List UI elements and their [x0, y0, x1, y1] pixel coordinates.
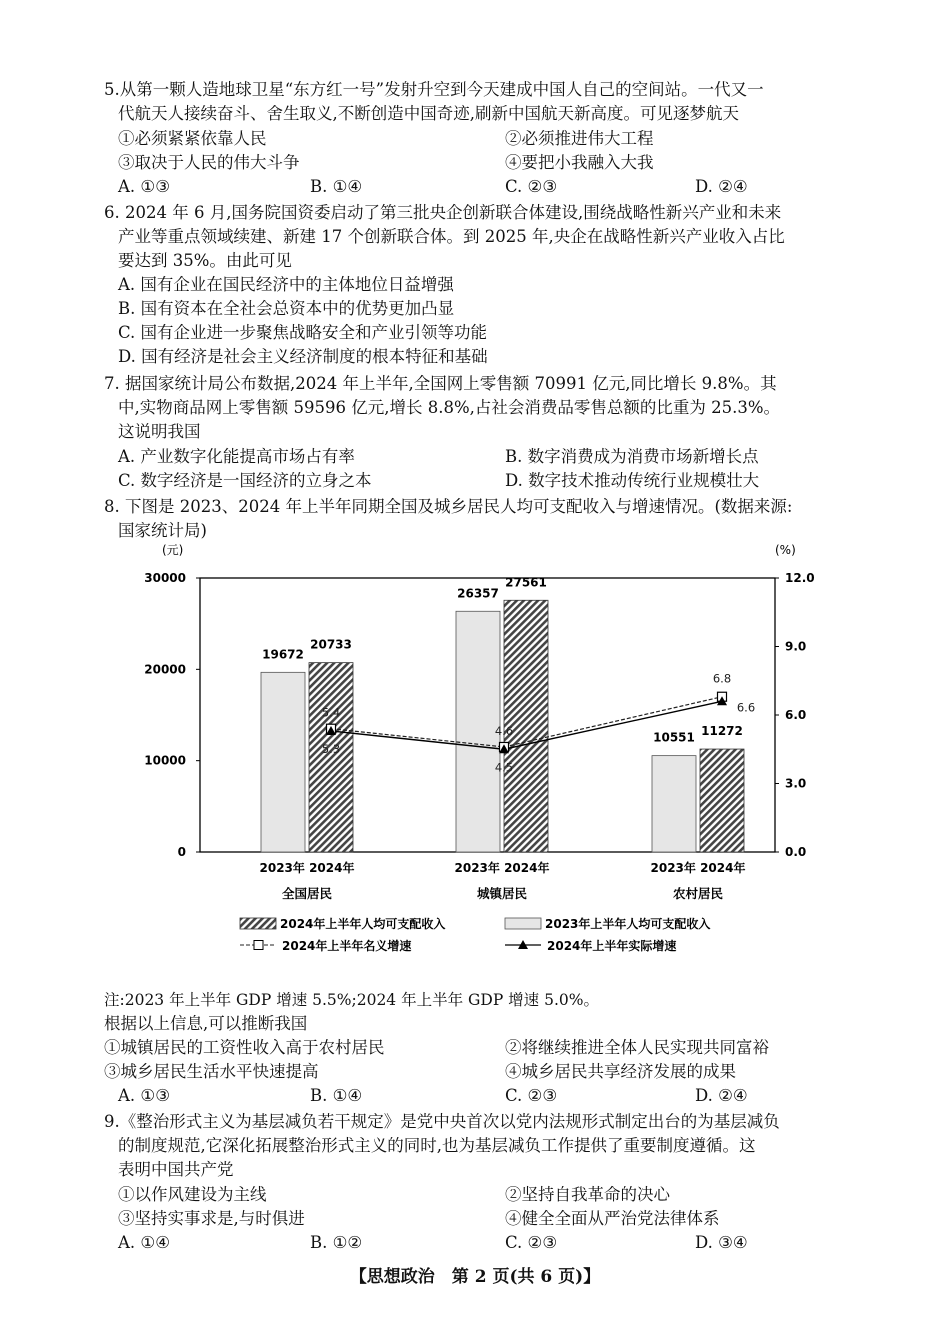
q5-choice-b[interactable]: B. ①④	[310, 177, 363, 196]
group-label: 全国居民	[281, 886, 333, 901]
q6-line1: 6. 2024 年 6 月,国务院国资委启动了第三批央企创新联合体建设,围绕战略性新兴产业和未来	[104, 203, 782, 222]
q5-item-3: ③取决于人民的伟大斗争	[118, 153, 300, 172]
nominal-growth-label: 4.6	[494, 723, 514, 738]
y2-tick-label: 9.0	[785, 639, 807, 654]
q8-line1: 8. 下图是 2023、2024 年上半年同期全国及城乡居民人均可支配收入与增速情况。(数据来源:	[104, 497, 793, 516]
q9-line2: 的制度规范,它深化拓展整治形式主义的同时,也为基层减负工作提供了重要制度遵循。这	[118, 1136, 756, 1155]
q8-choice-a[interactable]: A. ①③	[118, 1086, 170, 1105]
legend-marker-nominal	[254, 941, 263, 950]
y2-tick-label: 3.0	[785, 776, 807, 791]
year-labels: 2023年 2024年	[454, 861, 550, 875]
group-label: 城镇居民	[476, 886, 528, 901]
q6-choice-c[interactable]: C. 国有企业进一步聚焦战略安全和产业引领等功能	[118, 323, 488, 342]
q7-choice-a[interactable]: A. 产业数字化能提高市场占有率	[118, 447, 355, 466]
q9-item-2: ②坚持自我革命的决心	[505, 1185, 670, 1204]
q9-choice-a[interactable]: A. ①④	[118, 1233, 170, 1252]
q9-line3: 表明中国共产党	[118, 1160, 234, 1179]
legend-label-real: 2024年上半年实际增速	[547, 939, 677, 953]
q5-item-1: ①必须紧紧依靠人民	[118, 129, 267, 148]
bar-2024-value: 11272	[701, 724, 743, 739]
bar-2023	[261, 672, 305, 852]
bar-2024	[700, 749, 744, 852]
q8-item-1: ①城镇居民的工资性收入高于农村居民	[104, 1038, 385, 1057]
q5-line1: 5.从第一颗人造地球卫星“东方红一号”发射升空到今天建成中国人自己的空间站。一代又一	[104, 80, 764, 99]
q9-line1: 9.《整治形式主义为基层减负若干规定》是党中央首次以党内法规形式制定出台的为基层减负	[104, 1112, 780, 1131]
income-growth-chart	[130, 540, 830, 980]
legend-swatch-2023	[505, 918, 541, 929]
bar-2023-value: 19672	[262, 647, 304, 662]
year-labels: 2023年 2024年	[259, 861, 355, 875]
y2-axis-unit: (%)	[775, 543, 796, 557]
legend-swatch-2024	[240, 918, 276, 929]
q5-choice-c[interactable]: C. ②③	[505, 177, 558, 196]
bar-2023-value: 10551	[653, 730, 695, 745]
q8-choice-c[interactable]: C. ②③	[505, 1086, 558, 1105]
bar-2023-value: 26357	[457, 586, 499, 601]
y-tick-label: 10000	[144, 753, 186, 768]
q8-choice-d[interactable]: D. ②④	[695, 1086, 748, 1105]
q8-item-2: ②将继续推进全体人民实现共同富裕	[505, 1038, 769, 1057]
y-axis-unit: (元)	[162, 543, 184, 557]
page-footer: 【思想政治 第 2 页(共 6 页)】	[349, 1267, 601, 1287]
y-tick-label: 30000	[144, 571, 186, 585]
legend-label-2024: 2024年上半年人均可支配收入	[280, 917, 446, 931]
q6-choice-b[interactable]: B. 国有资本在全社会总资本中的优势更加凸显	[118, 299, 455, 318]
q8-line2: 国家统计局)	[118, 521, 207, 540]
bar-2024-value: 27561	[505, 575, 547, 590]
y2-tick-label: 0.0	[785, 845, 807, 859]
q8-item-4: ④城乡居民共享经济发展的成果	[505, 1062, 736, 1081]
y2-tick-label: 12.0	[785, 571, 815, 585]
group-label: 农村居民	[672, 886, 724, 901]
q8-choice-b[interactable]: B. ①④	[310, 1086, 363, 1105]
real-growth-label: 6.6	[736, 700, 756, 715]
q5-item-4: ④要把小我融入大我	[505, 153, 654, 172]
y-tick-label: 20000	[144, 662, 186, 677]
q5-choice-a[interactable]: A. ①③	[118, 177, 170, 196]
q7-choice-d[interactable]: D. 数字技术推动传统行业规模壮大	[505, 471, 760, 490]
q9-choice-b[interactable]: B. ①②	[310, 1233, 363, 1252]
q6-choice-a[interactable]: A. 国有企业在国民经济中的主体地位日益增强	[118, 275, 454, 294]
q6-line2: 产业等重点领域续建、新建 17 个创新联合体。到 2025 年,央企在战略性新兴产业收入占比	[118, 227, 785, 246]
legend-label-nominal: 2024年上半年名义增速	[282, 939, 412, 953]
q5-line2: 代航天人接续奋斗、舍生取义,不断创造中国奇迹,刷新中国航天新高度。可见逐梦航天	[118, 104, 739, 123]
q5-choice-d[interactable]: D. ②④	[695, 177, 748, 196]
q7-line2: 中,实物商品网上零售额 59596 亿元,增长 8.8%,占社会消费品零售总额的比重为 25.3%。	[118, 398, 781, 417]
q6-line3: 要达到 35%。由此可见	[118, 251, 292, 270]
y-tick-label: 0	[177, 845, 186, 859]
bar-2023	[456, 611, 500, 852]
q5-item-2: ②必须推进伟大工程	[505, 129, 654, 148]
bar-2023	[652, 756, 696, 852]
q7-choice-b[interactable]: B. 数字消费成为消费市场新增长点	[505, 447, 759, 466]
real-growth-label: 4.5	[494, 760, 514, 775]
nominal-growth-label: 5.4	[321, 705, 341, 720]
q8-lead: 根据以上信息,可以推断我国	[104, 1014, 308, 1033]
q7-line3: 这说明我国	[118, 422, 201, 441]
q6-choice-d[interactable]: D. 国有经济是社会主义经济制度的根本特征和基础	[118, 347, 488, 366]
q7-line1: 7. 据国家统计局公布数据,2024 年上半年,全国网上零售额 70991 亿元,同比增长 9.8%。其	[104, 374, 777, 393]
bar-2024	[309, 663, 353, 852]
q9-item-1: ①以作风建设为主线	[118, 1185, 267, 1204]
real-growth-label: 5.3	[321, 741, 341, 756]
bar-2024-value: 20733	[310, 637, 352, 652]
legend-label-2023: 2023年上半年人均可支配收入	[545, 917, 711, 931]
nominal-growth-label: 6.8	[712, 671, 732, 686]
q9-item-3: ③坚持实事求是,与时俱进	[118, 1209, 305, 1228]
q8-item-3: ③城乡居民生活水平快速提高	[104, 1062, 319, 1081]
q9-item-4: ④健全全面从严治党法律体系	[505, 1209, 720, 1228]
year-labels: 2023年 2024年	[650, 861, 746, 875]
y2-tick-label: 6.0	[785, 708, 807, 722]
q8-note: 注:2023 年上半年 GDP 增速 5.5%;2024 年上半年 GDP 增速 5.0%。	[104, 991, 599, 1009]
q7-choice-c[interactable]: C. 数字经济是一国经济的立身之本	[118, 471, 372, 490]
q9-choice-c[interactable]: C. ②③	[505, 1233, 558, 1252]
q9-choice-d[interactable]: D. ③④	[695, 1233, 748, 1252]
